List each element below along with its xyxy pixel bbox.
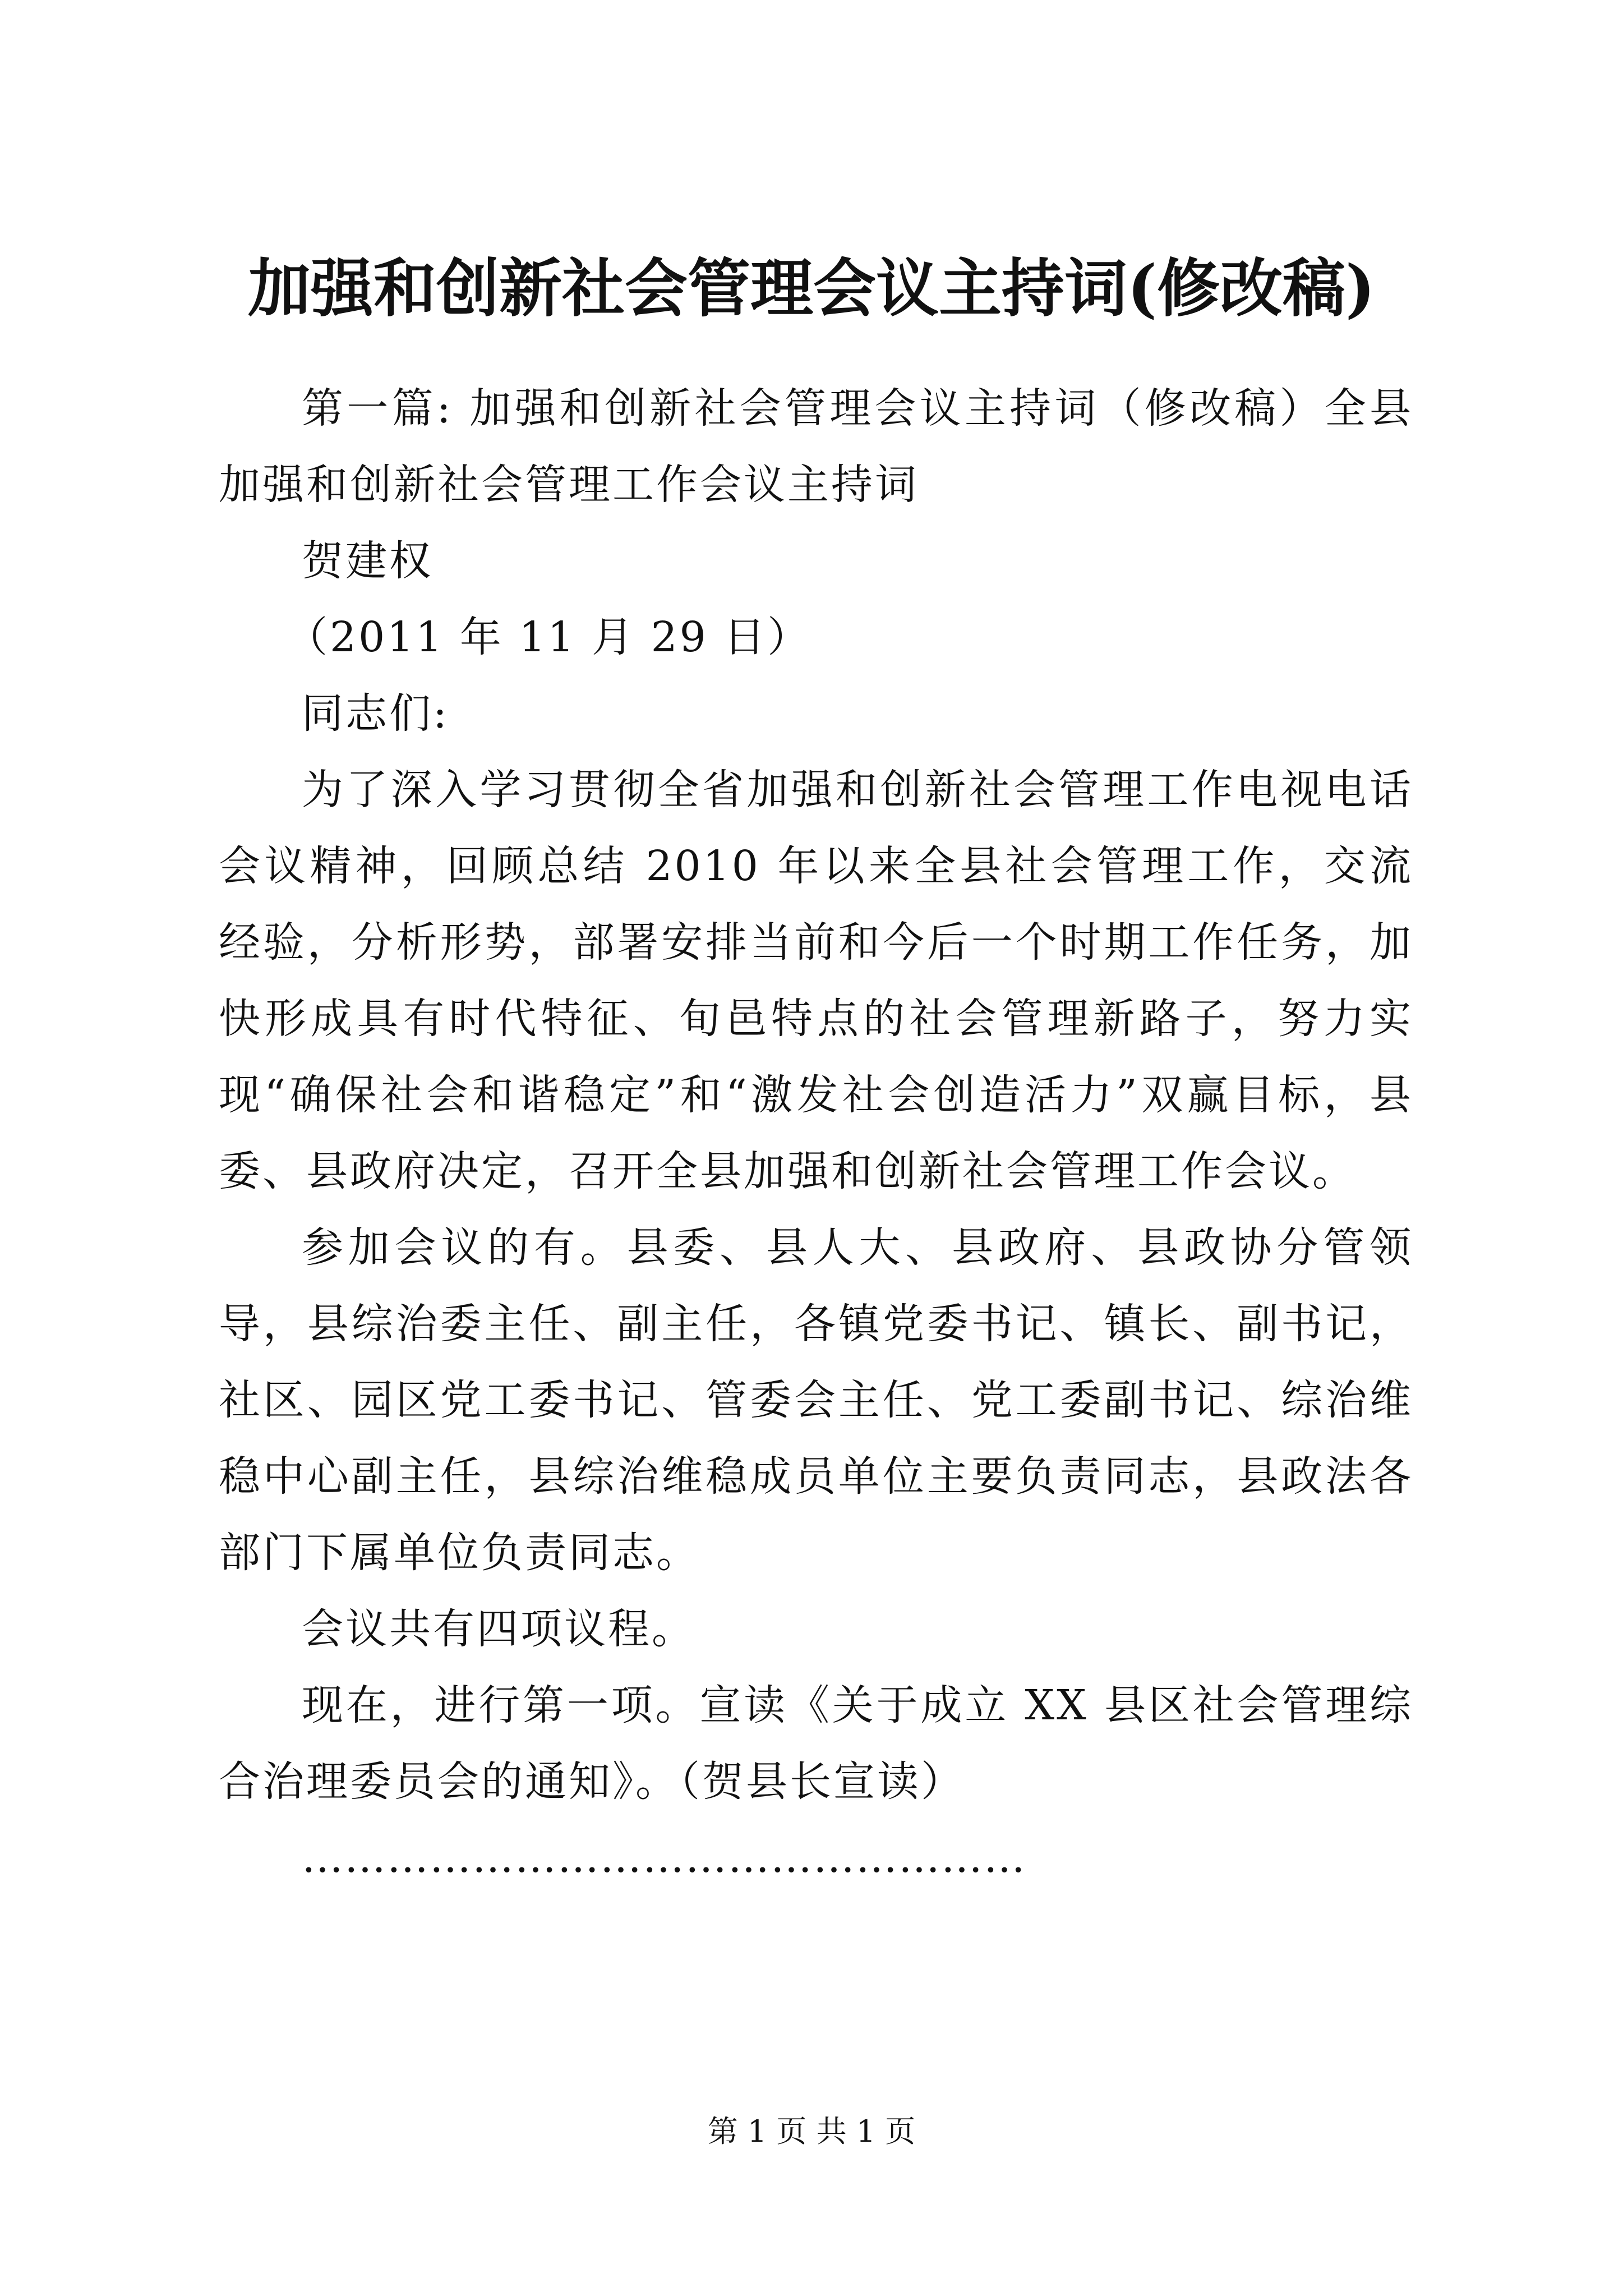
page-number-footer: 第 1 页 共 1 页 [707,2114,916,2149]
paragraph-item-one: 现在，进行第一项。宣读《关于成立 XX 县区社会管理综合治理委员会的通知》。（贺县长宣读） [219,1681,1413,1806]
paragraph-purpose: 为了深入学习贯彻全省加强和创新社会管理工作电视电话会议精神，回顾总结 2010 年以来全县社会管理工作，交流经验，分析形势，部署安排当前和今后一个时期工作任务，加快形成具有时代特征、旬邑特点的社会管理新路子，努力实现“确保社会和谐稳定”和“激发社会创造活力”双赢目标，县委、县政府决定，召开全县加强和创新社会管理工作会议。 [219,766,1413,1195]
paragraph-salutation: 同志们: [302,689,449,738]
document-title: 加强和创新社会管理会议主持词(修改稿) [248,252,1375,325]
paragraph-agenda: 会议共有四项议程。 [302,1605,695,1653]
paragraph-heading: 第一篇: 加强和创新社会管理会议主持词（修改稿）全县加强和创新社会管理工作会议主持词 [219,384,1413,509]
document-body [219,370,1413,1896]
paragraph-author: 贺建权 [302,537,433,585]
paragraph-date: （2011 年 11 月 29 日） [286,613,811,661]
ellipsis-line: …………………………………………… [302,1834,1026,1882]
paragraph-attendees: 参加会议的有。县委、县人大、县政府、县政协分管领导，县综治委主任、副主任，各镇党委书记、镇长、副书记，社区、园区党工委书记、管委会主任、党工委副书记、综治维稳中心副主任，县综治维稳成员单位主要负责同志，县政法各部门下属单位负责同志。 [219,1223,1413,1577]
